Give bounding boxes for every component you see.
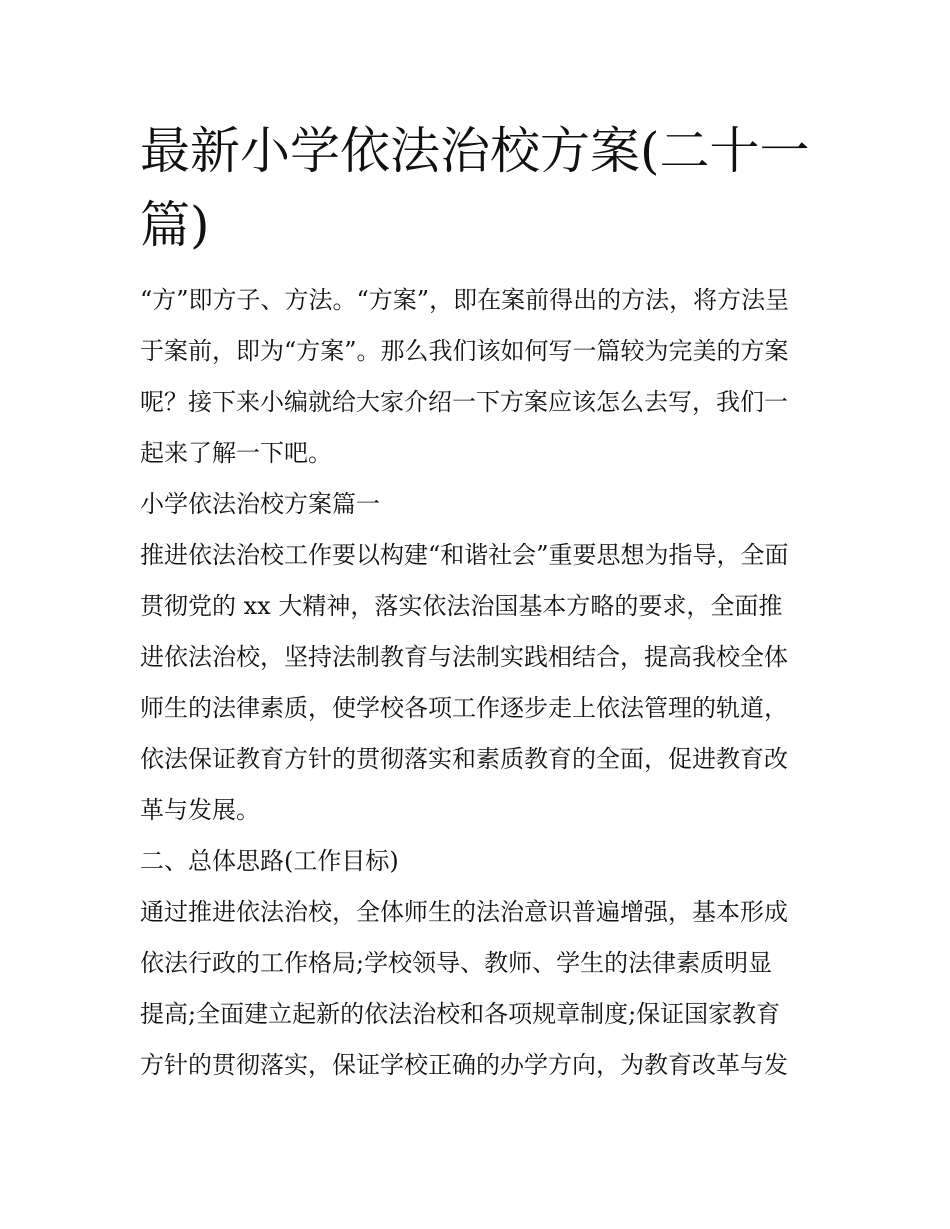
- title-line: 篇): [140, 196, 210, 254]
- title-line: 最新小学依法治校方案(二十一: [140, 122, 810, 180]
- text-line: 于案前，即为“方案”。那么我们该如何写一篇较为完美的方案: [140, 337, 789, 365]
- text-line: 师生的法律素质，使学校各项工作逐步走上依法管理的轨道，: [140, 694, 788, 722]
- text-line: 呢？接下来小编就给大家介绍一下方案应该怎么去写，我们一: [140, 388, 788, 416]
- text-line: 进依法治校，坚持法制教育与法制实践相结合，提高我校全体: [140, 643, 788, 671]
- text-line: 贯彻党的 xx 大精神，落实依法治国基本方略的要求，全面推: [140, 592, 783, 620]
- text-line: 依法行政的工作格局;学校领导、教师、学生的法律素质明显: [140, 949, 773, 977]
- text-line: 依法保证教育方针的贯彻落实和素质教育的全面，促进教育改: [140, 745, 788, 773]
- intro-paragraph: [140, 275, 812, 479]
- text-line: “方”即方子、方法。“方案”，即在案前得出的方法，将方法呈: [140, 286, 790, 314]
- text-line: 通过推进依法治校，全体师生的法治意识普遍增强，基本形成: [140, 898, 788, 926]
- text-line: 方针的贯彻落实，保证学校正确的办学方向，为教育改革与发: [140, 1051, 788, 1079]
- text-line: 推进依法治校工作要以构建“和谐社会”重要思想为指导，全面: [140, 541, 789, 569]
- body-paragraph: [140, 530, 812, 836]
- document-body: [140, 275, 812, 1091]
- text-line: 小学依法治校方案篇一: [140, 490, 380, 518]
- text-line: 革与发展。: [140, 796, 260, 824]
- text-line: 二、总体思路(工作目标): [140, 847, 399, 875]
- section-heading: [140, 836, 812, 887]
- text-line: 起来了解一下吧。: [140, 439, 332, 467]
- section-heading: [140, 479, 812, 530]
- document-title: [140, 114, 820, 262]
- text-line: 提高;全面建立起新的依法治校和各项规章制度;保证国家教育: [140, 1000, 781, 1028]
- body-paragraph: [140, 887, 812, 1091]
